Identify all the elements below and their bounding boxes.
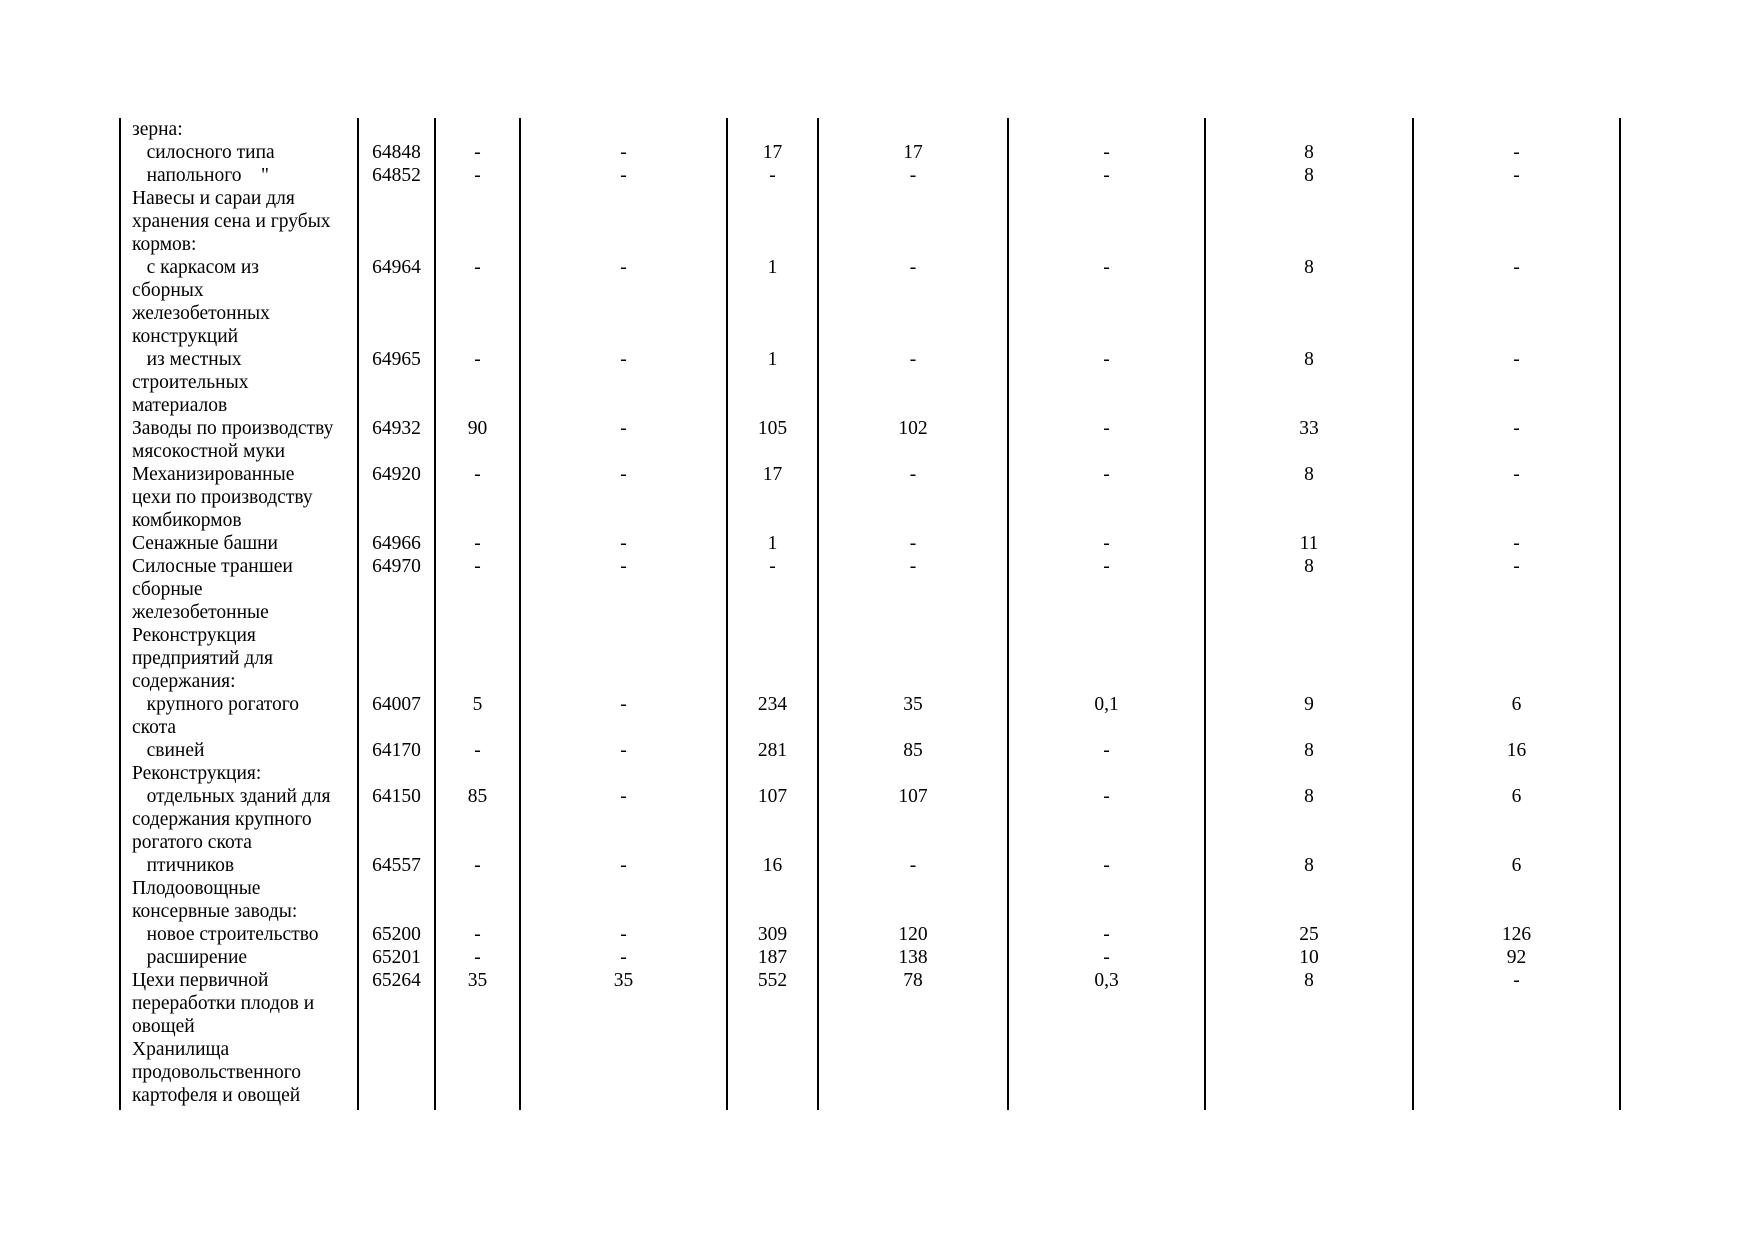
column-9: [1413, 118, 1620, 1110]
column-code: [358, 118, 435, 1110]
column-4-lines: - - - - - - - - - - - - - - 35: [613, 142, 634, 991]
column-5-lines: 17 - 1 1 105 17 1 - 234 281 107 16 309 187 552: [757, 142, 788, 991]
column-6-lines: 17 - - - 102 - - - 35 85 107 - 120 138 78: [898, 142, 928, 991]
column-7: [1008, 118, 1205, 1110]
column-7-lines: - - - - - - - - 0,1 - - - - - 0,3: [1094, 142, 1119, 991]
column-9-lines: - - - - - - - - 6 16 6 6 126 92 -: [1501, 142, 1532, 991]
column-6: [818, 118, 1008, 1110]
code-lines: 64848 64852 64964 64965 64932 64920 64966 64970 64007 64170 64150 64557 65200 65201 65264: [372, 142, 421, 991]
object-name-lines: зерна: силосного типа напольного " Навесы и сараи для хранения сена и грубых кормов: с каркасом из сборных железобетонных конструкций из местных строительных материалов Заводы по производству мясокостной муки Механизированные цехи по производству комбикормов Сенажные башни Силосные траншеи сборные железобетонные Реконструкция предприятий для содержания: крупного рогатого скота свиней Реконструкция: отдельных зданий для содержания крупного рогатого скота птичников Плодоовощные консервные заводы: новое строительство расширение Цехи первичной переработки плодов и овощей Хранилища продовольственного картофеля и овощей: [132, 119, 334, 1106]
table-body-row: [120, 118, 1620, 1110]
column-8: [1205, 118, 1413, 1110]
data-table: [119, 118, 1621, 1110]
column-4: [520, 118, 727, 1110]
column-3-lines: - - - - 90 - - - 5 - 85 - - - 35: [467, 142, 488, 991]
column-8-lines: 8 8 8 8 33 8 11 8 9 8 8 8 25 10 8: [1299, 142, 1319, 991]
column-3: [435, 118, 520, 1110]
column-object-name: [120, 118, 358, 1110]
column-5: [727, 118, 818, 1110]
